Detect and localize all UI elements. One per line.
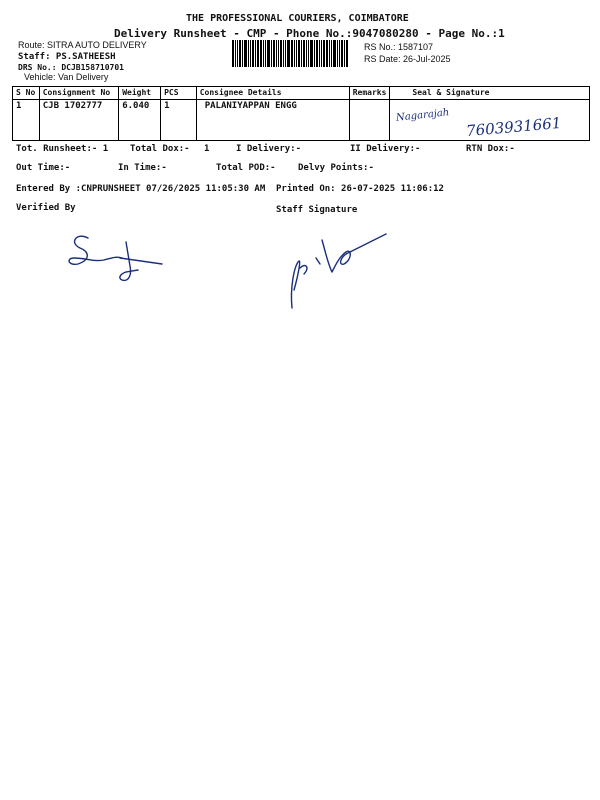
barcode-bar (239, 40, 241, 67)
barcode-bar (248, 40, 249, 67)
barcode-bar (296, 40, 297, 67)
barcode-bar (273, 40, 275, 67)
barcode-bar (287, 40, 290, 67)
barcode-bar (326, 40, 328, 67)
barcode-bar (250, 40, 251, 67)
runsheet-subtitle: Delivery Runsheet - CMP - Phone No.:9047080280 - Page No.:1 (114, 27, 505, 40)
barcode-bar (329, 40, 330, 67)
barcode-bar (280, 40, 282, 67)
total-pod: Total POD:- (216, 163, 276, 173)
staff-line: Staff: PS.SATHEESH (18, 52, 116, 62)
cell-consignee: PALANIYAPPAN ENGG (196, 100, 349, 141)
handwritten-name: Nagarajah (395, 107, 450, 124)
barcode-bar (331, 40, 332, 67)
col-header-consignment: Consignment No (39, 87, 118, 100)
barcode-bar (244, 40, 247, 67)
barcode-bar (265, 40, 266, 67)
barcode-bar (242, 40, 243, 67)
in-time: In Time:- (118, 163, 167, 173)
barcode-bar (346, 40, 348, 67)
rs-date: RS Date: 26-Jul-2025 (364, 54, 451, 64)
barcode-bar (237, 40, 238, 67)
barcode-bar (319, 40, 320, 67)
barcode-bar (235, 40, 236, 67)
barcode-bar (285, 40, 286, 67)
barcode-bar (257, 40, 259, 67)
barcode-bar (252, 40, 254, 67)
col-header-weight: Weight (119, 87, 161, 100)
barcode (232, 40, 360, 67)
col-header-pcs: PCS (161, 87, 197, 100)
total-dox-label: Total Dox:- (130, 144, 190, 154)
barcode-bar (271, 40, 272, 67)
barcode-bar (321, 40, 322, 67)
barcode-bar (303, 40, 305, 67)
barcode-bar (306, 40, 307, 67)
col-header-consignee: Consignee Details (196, 87, 349, 100)
barcode-bar (255, 40, 256, 67)
barcode-bar (337, 40, 338, 67)
staff-signature (280, 228, 395, 316)
col-header-sno: S No (13, 87, 40, 100)
handwritten-phone: 7603931661 (465, 113, 563, 141)
barcode-bar (263, 40, 264, 67)
out-time: Out Time:- (16, 163, 71, 173)
staff-signature-label: Staff Signature (276, 205, 358, 215)
barcode-bar (267, 40, 270, 67)
barcode-bar (314, 40, 315, 67)
barcode-bar (333, 40, 336, 67)
barcode-bar (276, 40, 277, 67)
cell-remarks (349, 100, 390, 141)
ii-delivery: II Delivery:- (350, 144, 421, 154)
barcode-bar (291, 40, 293, 67)
total-dox-value: 1 (204, 144, 210, 154)
barcode-bar (283, 40, 284, 67)
barcode-bar (310, 40, 313, 67)
barcode-bar (308, 40, 309, 67)
barcode-bar (301, 40, 302, 67)
col-header-remarks: Remarks (349, 87, 390, 100)
route-line: Route: SITRA AUTO DELIVERY (18, 40, 147, 50)
barcode-bar (232, 40, 234, 67)
verified-by-label: Verified By (16, 203, 76, 213)
col-header-seal: Seal & Signature (390, 87, 590, 100)
cell-consignment: CJB 1702777 (39, 100, 118, 141)
printed-on: Printed On: 26-07-2025 11:06:12 (276, 184, 444, 194)
rtn-dox: RTN Dox:- (466, 144, 515, 154)
barcode-bar (278, 40, 279, 67)
entered-by: Entered By :CNPRUNSHEET 07/26/2025 11:05:30 AM (16, 184, 266, 194)
barcode-bar (339, 40, 340, 67)
vehicle-line: Vehicle: Van Delivery (24, 72, 109, 82)
barcode-bar (341, 40, 343, 67)
barcode-bar (344, 40, 345, 67)
cell-sno: 1 (13, 100, 40, 141)
table-header-row (13, 87, 590, 100)
rs-number: RS No.: 1587107 (364, 42, 434, 52)
tot-runsheet: Tot. Runsheet:- 1 (16, 144, 109, 154)
barcode-bar (298, 40, 300, 67)
drs-line: DRS No.: DCJB158710701 (18, 63, 124, 72)
barcode-bar (294, 40, 295, 67)
cell-weight: 6.040 (119, 100, 161, 141)
i-delivery: I Delivery:- (236, 144, 302, 154)
barcode-bar (316, 40, 318, 67)
barcode-bar (323, 40, 325, 67)
cell-pcs: 1 (161, 100, 197, 141)
barcode-bar (260, 40, 262, 67)
company-title: THE PROFESSIONAL COURIERS, COIMBATORE (186, 13, 409, 24)
verifier-signature (60, 228, 175, 290)
delivery-points: Delvy Points:- (298, 163, 374, 173)
